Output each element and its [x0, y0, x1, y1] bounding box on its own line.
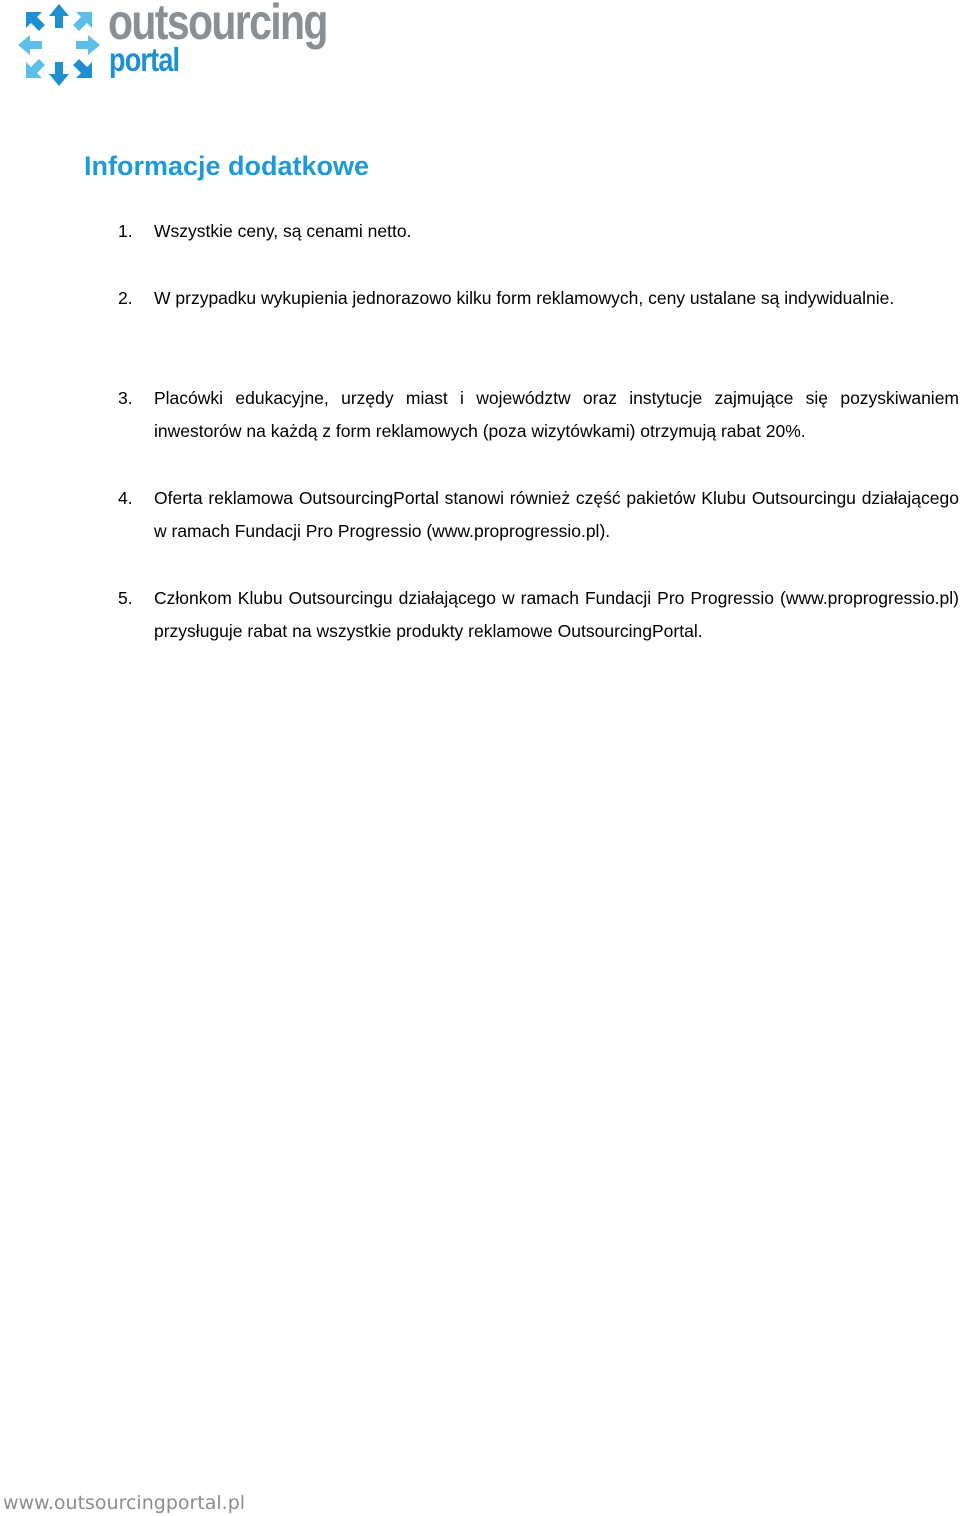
section-title: Informacje dodatkowe [84, 151, 370, 181]
list-item-text: W przypadku wykupienia jednorazowo kilku form reklamowych, ceny ustalane są indywidualnie. [154, 288, 895, 308]
list-item [118, 582, 959, 648]
logo-word-portal: portal [109, 41, 180, 78]
list-item [118, 482, 959, 548]
list-item [118, 215, 959, 248]
list-item [118, 282, 959, 315]
list-item [118, 382, 959, 448]
logo-word-outsourcing: outsourcing [108, 0, 327, 50]
list-item-number: 3. [118, 388, 133, 408]
list-item-text: Członkom Klubu Outsourcingu działającego w ramach Fundacji Pro Progressio (www.proprogressio.pl) przysługuje rabat na wszystkie produkty reklamowe OutsourcingPortal. [154, 588, 959, 642]
list-item-number: 1. [118, 221, 133, 241]
footer-url: www.outsourcingportal.pl [3, 1492, 246, 1514]
arrows-cross-icon [14, 0, 104, 90]
list-item-text: Wszystkie ceny, są cenami netto. [154, 221, 412, 241]
list-item-number: 2. [118, 288, 133, 308]
list-item-text: Placówki edukacyjne, urzędy miast i województw oraz instytucje zajmujące się pozyskiwaniem inwestorów na każdą z form reklamowych (poza wizytówkami) otrzymują rabat 20%. [154, 388, 959, 442]
list-item-number: 4. [118, 488, 133, 508]
list-item-text: Oferta reklamowa OutsourcingPortal stanowi również część pakietów Klubu Outsourcingu działającego w ramach Fundacji Pro Progressio (www.proprogressio.pl). [154, 488, 959, 542]
list-item-number: 5. [118, 588, 133, 608]
outsourcing-portal-logo [14, 0, 344, 92]
